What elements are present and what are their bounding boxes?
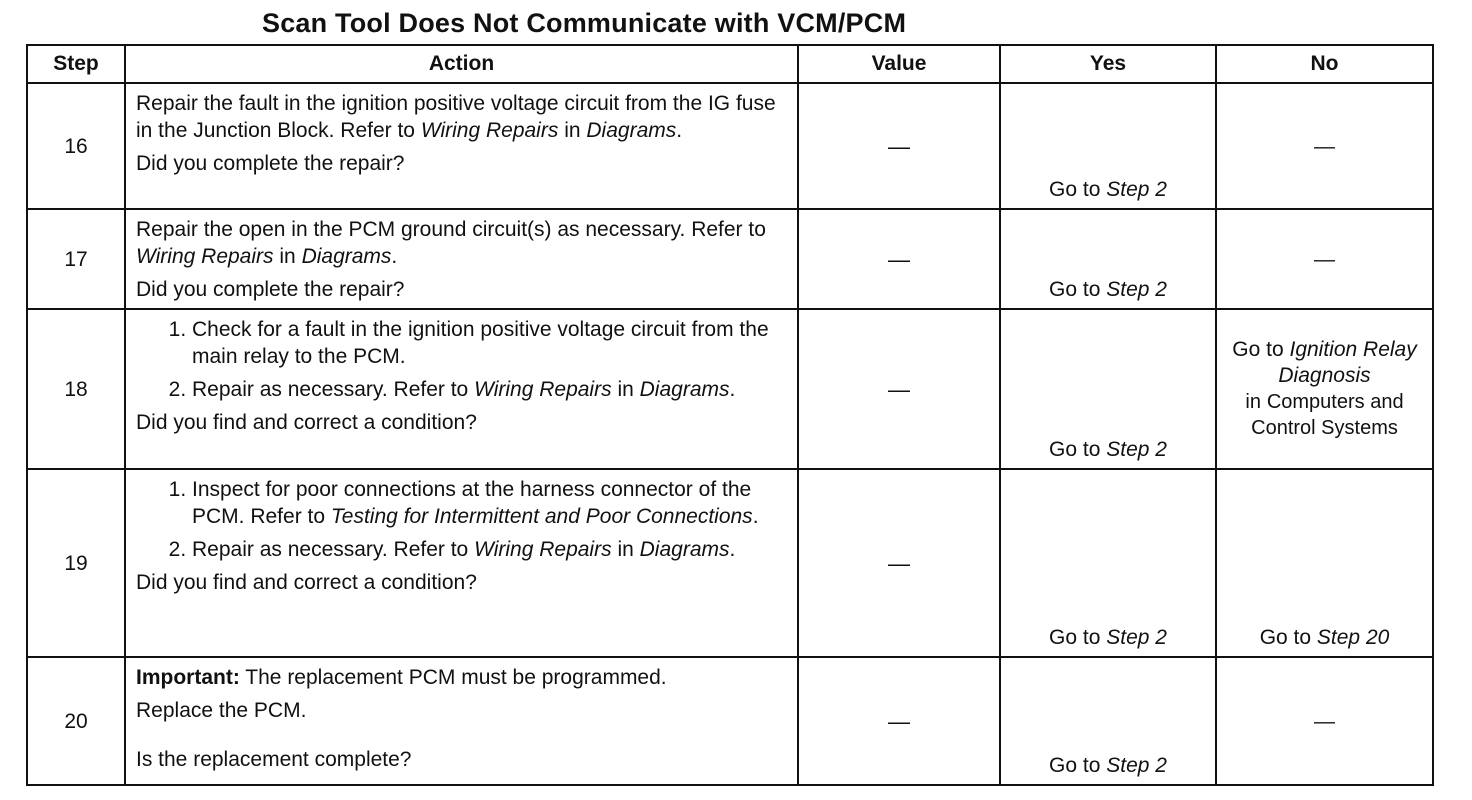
no-step-link[interactable]: Step 20: [1316, 626, 1390, 649]
reference-link[interactable]: Wiring Repairs: [136, 245, 274, 268]
header-no: No: [1216, 45, 1433, 83]
reference-link[interactable]: Diagrams: [639, 538, 730, 561]
table-title: Scan Tool Does Not Communicate with VCM/PCM: [262, 8, 907, 38]
yes-step-link[interactable]: Step 2: [1106, 278, 1167, 301]
value-cell: —: [798, 309, 1000, 469]
reference-link[interactable]: Wiring Repairs: [474, 378, 612, 401]
reference-link[interactable]: Diagrams: [639, 378, 730, 401]
yes-step-link[interactable]: Step 2: [1106, 178, 1167, 201]
table-row: [27, 469, 1433, 657]
header-row: [27, 45, 1433, 83]
value-cell: —: [798, 83, 1000, 209]
step-number: 16: [27, 83, 125, 209]
action-text: Repair the open in the PCM ground circuit(s) as necessary. Refer to Wiring Repairs in Diagrams.: [136, 218, 766, 268]
action-question: Did you complete the repair?: [136, 278, 405, 301]
no-reference-link[interactable]: Ignition Relay Diagnosis: [1278, 338, 1417, 387]
no-cell: —: [1216, 657, 1433, 785]
reference-link[interactable]: Wiring Repairs: [474, 538, 612, 561]
table-row: [27, 209, 1433, 309]
action-question: Did you find and correct a condition?: [136, 571, 477, 594]
list-item: 1. Inspect for poor connections at the harness connector of the PCM. Refer to Testing for Intermittent and Poor Connections.: [192, 476, 787, 530]
action-cell: [125, 209, 798, 309]
header-value: Value: [798, 45, 1000, 83]
action-cell: [125, 657, 798, 785]
action-cell: [125, 309, 798, 469]
yes-step-link[interactable]: Step 2: [1106, 626, 1167, 649]
table-row: [27, 657, 1433, 785]
action-question: Did you find and correct a condition?: [136, 411, 477, 434]
action-text: Repair the fault in the ignition positive voltage circuit from the IG fuse in the Junction Block. Refer to Wiring Repairs in Diagrams.: [136, 92, 776, 142]
action-cell: [125, 469, 798, 657]
value-cell: —: [798, 209, 1000, 309]
header-yes: Yes: [1000, 45, 1216, 83]
yes-cell: Go to Step 2: [1000, 657, 1216, 785]
yes-step-link[interactable]: Step 2: [1106, 754, 1167, 777]
action-steps-list: [136, 316, 787, 403]
step-number: 18: [27, 309, 125, 469]
reference-link[interactable]: Diagrams: [586, 119, 677, 142]
header-step: Step: [27, 45, 125, 83]
yes-cell: Go to Step 2: [1000, 209, 1216, 309]
no-cell: Go to Step 20: [1216, 469, 1433, 657]
list-item: 2. Repair as necessary. Refer to Wiring Repairs in Diagrams.: [192, 376, 787, 403]
reference-link[interactable]: Testing for Intermittent and Poor Connections: [330, 505, 753, 528]
no-cell: —: [1216, 83, 1433, 209]
action-question: Is the replacement complete?: [136, 748, 412, 771]
no-cell: —: [1216, 209, 1433, 309]
list-item: 1. Check for a fault in the ignition positive voltage circuit from the main relay to the PCM.: [192, 316, 787, 370]
list-item: 2. Repair as necessary. Refer to Wiring Repairs in Diagrams.: [192, 536, 787, 563]
header-action: Action: [125, 45, 798, 83]
step-number: 17: [27, 209, 125, 309]
no-section: Computers and Control Systems: [1251, 391, 1404, 439]
value-cell: —: [798, 657, 1000, 785]
step-number: 19: [27, 469, 125, 657]
table-row: [27, 83, 1433, 209]
no-cell: Go to Ignition Relay Diagnosis in Computers and Control Systems: [1216, 309, 1433, 469]
important-note: Important: The replacement PCM must be programmed.: [136, 666, 667, 689]
diagnostic-table: [26, 44, 1434, 786]
yes-cell: Go to Step 2: [1000, 469, 1216, 657]
action-steps-list: [136, 476, 787, 563]
step-number: 20: [27, 657, 125, 785]
action-text: Replace the PCM.: [136, 699, 307, 722]
yes-cell: Go to Step 2: [1000, 309, 1216, 469]
reference-link[interactable]: Wiring Repairs: [420, 119, 559, 142]
value-cell: —: [798, 469, 1000, 657]
action-cell: [125, 83, 798, 209]
yes-cell: Go to Step 2: [1000, 83, 1216, 209]
action-question: Did you complete the repair?: [136, 152, 405, 175]
yes-step-link[interactable]: Step 2: [1106, 438, 1167, 461]
table-row: [27, 309, 1433, 469]
reference-link[interactable]: Diagrams: [301, 245, 392, 268]
